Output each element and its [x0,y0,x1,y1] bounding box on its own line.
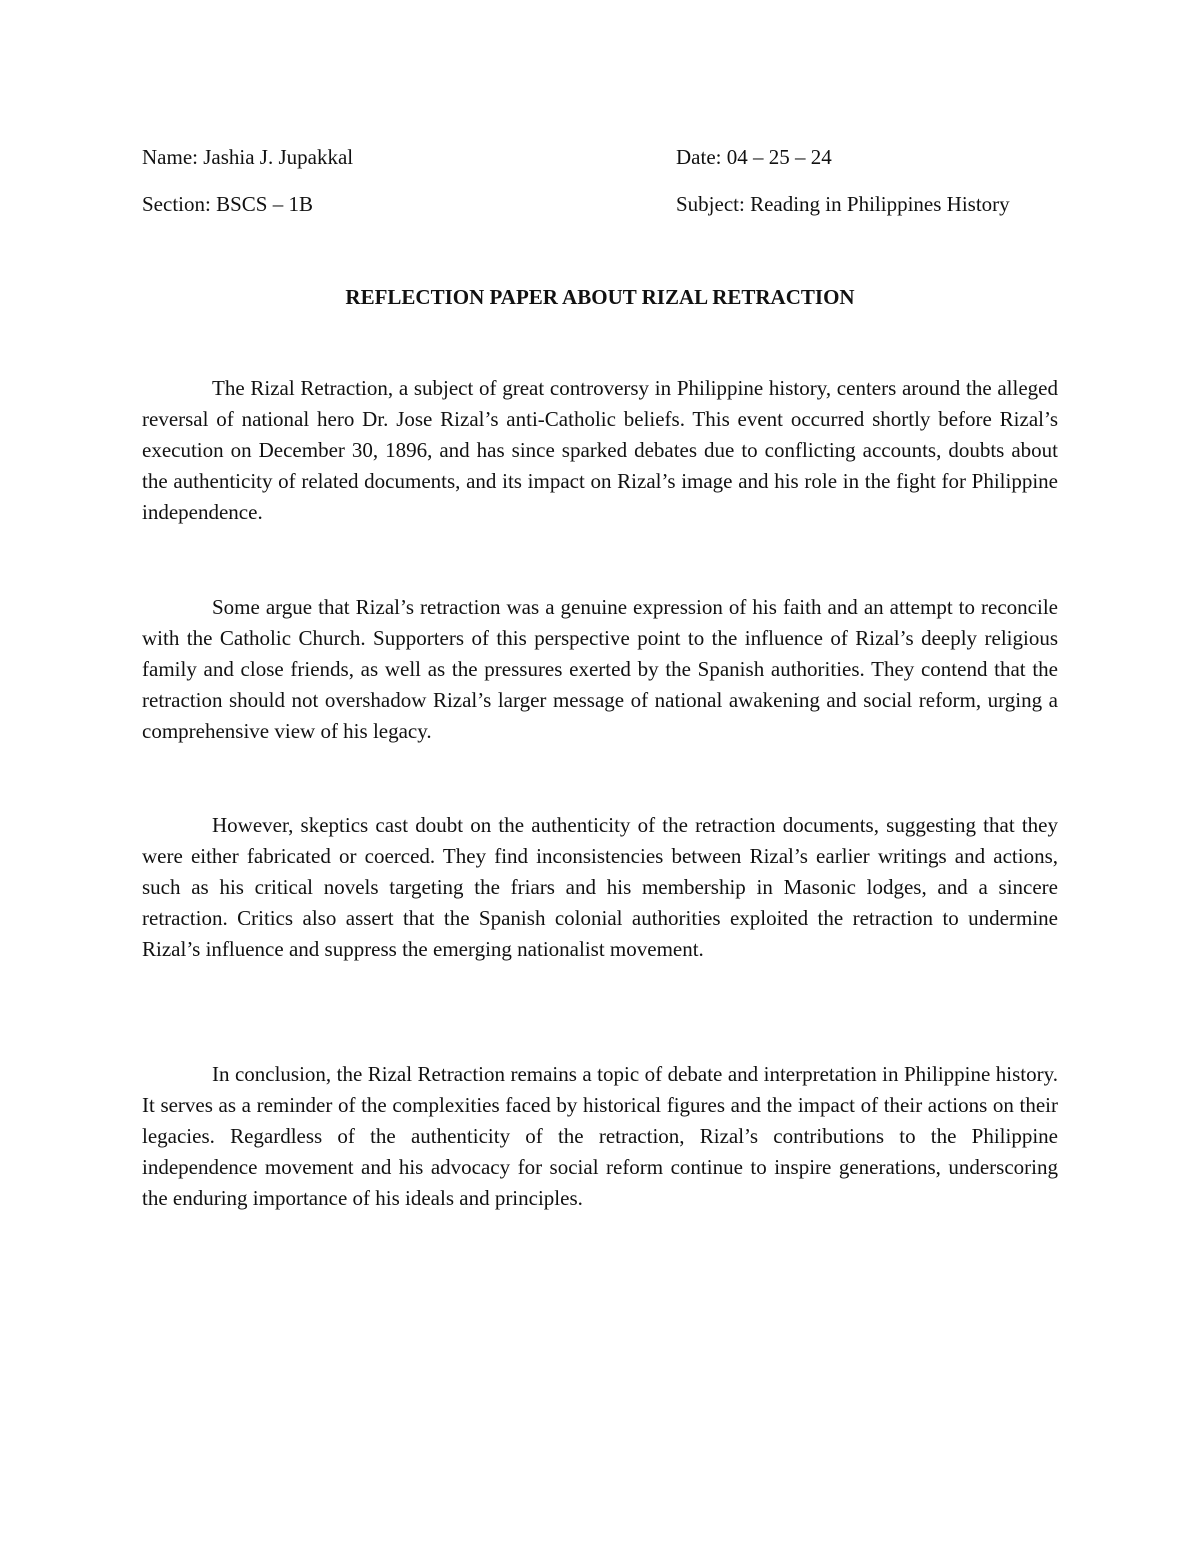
date-field: Date: 04 – 25 – 24 [676,145,832,169]
header-row-name-date [142,143,1062,171]
paragraph-supporters: Some argue that Rizal’s retraction was a genuine expression of his faith and an attempt to reconcile with the Catholic Church. Supporters of this perspective point to the influence of Rizal’s deeply religious family and close friends, as well as the pressures exerted by the Spanish authorities. They contend that the retraction should not overshadow Rizal’s larger message of national awakening and social reform, urging a comprehensive view of his legacy. [142,595,1058,743]
student-name: Name: Jashia J. Jupakkal [142,145,354,169]
document-title: REFLECTION PAPER ABOUT RIZAL RETRACTION [345,285,855,309]
header-row-section-subject [142,190,1062,218]
subject-field: Subject: Reading in Philippines History [676,192,1010,216]
paragraph-introduction: The Rizal Retraction, a subject of great controversy in Philippine history, centers around the alleged reversal of national hero Dr. Jose Rizal’s anti-Catholic beliefs. This event occurred shortly before Rizal’s execution on December 30, 1896, and has since sparked debates due to conflicting accounts, doubts about the authenticity of related documents, and its impact on Rizal’s image and his role in the fight for Philippine independence. [142,376,1058,524]
paragraph-skeptics: However, skeptics cast doubt on the authenticity of the retraction documents, suggesting that they were either fabricated or coerced. They find inconsistencies between Rizal’s earlier writings and actions, such as his critical novels targeting the friars and his membership in Masonic lodges, and a sincere retraction. Critics also assert that the Spanish colonial authorities exploited the retraction to undermine Rizal’s influence and suppress the emerging nationalist movement. [142,813,1058,961]
paragraph-conclusion: In conclusion, the Rizal Retraction remains a topic of debate and interpretation in Philippine history. It serves as a reminder of the complexities faced by historical figures and the impact of their actions on their legacies. Regardless of the authenticity of the retraction, Rizal’s contributions to the Philippine independence movement and his advocacy for social reform continue to inspire generations, underscoring the enduring importance of his ideals and principles. [142,1062,1058,1210]
section-field: Section: BSCS – 1B [142,192,313,216]
